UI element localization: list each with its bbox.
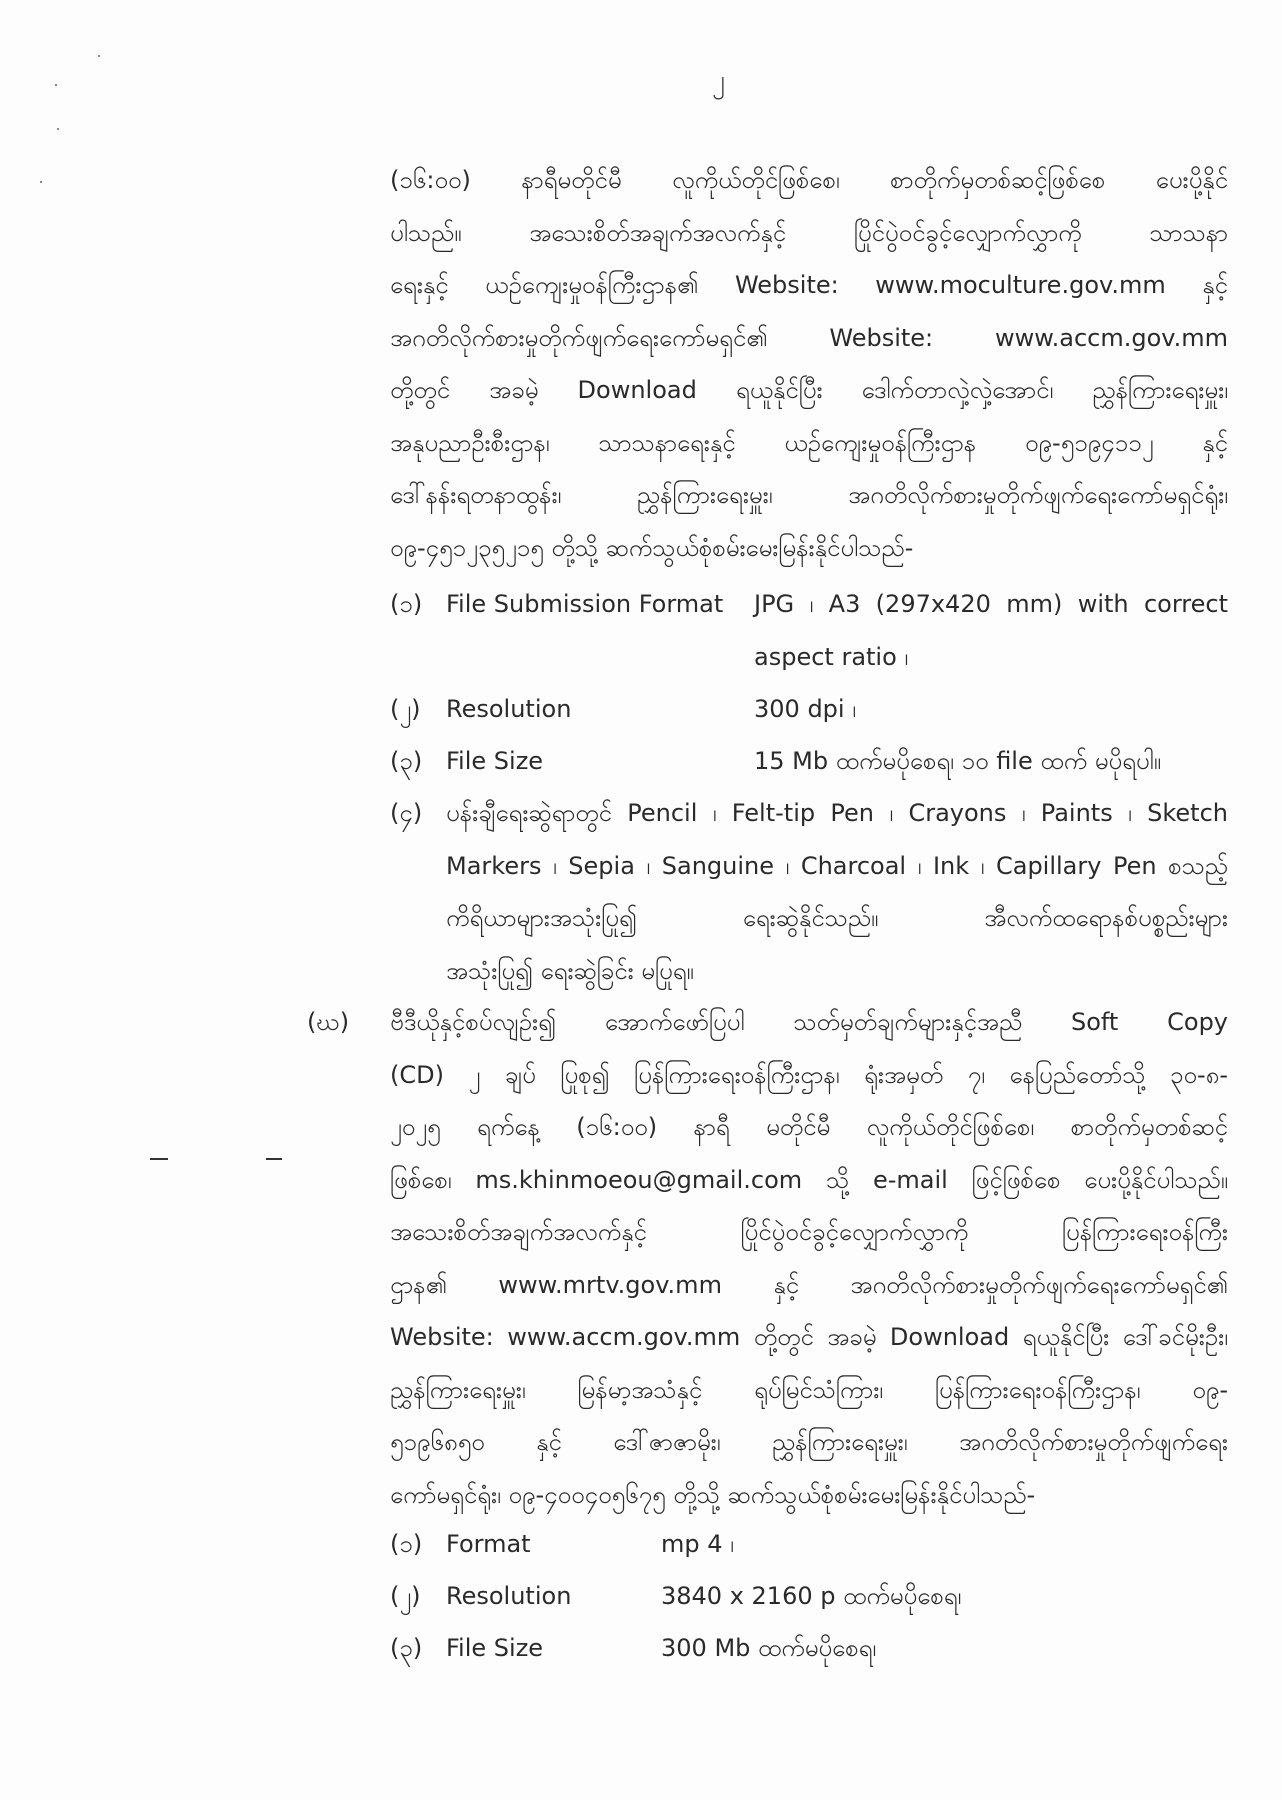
list-label: Resolution [446,695,572,723]
list-value: JPG ၊ A3 (297x420 mm) with correct [754,590,1228,618]
list-item-resolution [390,683,1228,736]
text-line: ၀၉-၄၅၁၂၃၅၂၁၅ တို့သို့ ဆက်သွယ်စုံစမ်းမေးမြန်းနိုင်ပါသည်- [390,533,914,562]
text-line: ဌာန၏ www.mrtv.gov.mm နှင့် အဂတိလိုက်စားမှုတိုက်ဖျက်ရေးကော်မရှင်၏ [390,1270,1228,1299]
section-marker: (ဃ) [307,1008,350,1036]
text-line: (CD) ၂ ချပ် ပြုစု၍ ပြန်ကြားရေးဝန်ကြီးဌာန၊ ရုံးအမှတ် ၇၊ နေပြည်တော်သို့ ၃၀-၈- [390,1060,1228,1089]
list-value: aspect ratio ၊ [754,642,909,671]
list-value: 300 Mb ထက်မပိုစေရ၊ [661,1634,877,1662]
text-line: ပါသည်။ အသေးစိတ်အချက်အလက်နှင့် ပြိုင်ပွဲဝင်ခွင့်လျှောက်လွှာကို သာသနာ [390,218,1228,247]
text-line: ကော်မရှင်ရုံး၊ ၀၉-၄၀၀၄၀၅၆၇၅ တို့သို့ ဆက်သွယ်စုံစမ်းမေးမြန်းနိုင်ပါသည်- [390,1480,1036,1509]
list-label: Format [446,1530,531,1558]
list-number: (၄) [390,799,423,827]
list-number: (၃) [390,747,423,775]
text-line: အနုပညာဦးစီးဌာန၊ သာသနာရေးနှင့် ယဉ်ကျေးမှုဝန်ကြီးဌာန ၀၉-၅၁၉၄၁၁၂ နှင့် [390,428,1228,457]
list-number: (၂) [390,695,421,723]
text-line: ပန်းချီရေးဆွဲရာတွင် Pencil ၊ Felt-tip Pen ၊ Crayons ၊ Paints ၊ Sketch [446,799,1228,827]
text-line: ဒေါ်နန်းရတနာထွန်း၊ ညွှန်ကြားရေးမှူး၊ အဂတိလိုက်စားမှုတိုက်ဖျက်ရေးကော်မရှင်ရုံး၊ [390,481,1228,509]
scan-dot [40,181,42,183]
list-number: (၁) [390,1530,423,1558]
list-value: 300 dpi ၊ [754,695,856,723]
list-value: mp 4 ၊ [661,1530,734,1558]
scan-dot [98,55,100,57]
list-value: 3840 x 2160 p ထက်မပိုစေရ၊ [661,1582,962,1610]
text-line: အဂတိလိုက်စားမှုတိုက်ဖျက်ရေးကော်မရှင်၏ Website: www.accm.gov.mm [390,323,1228,352]
list-number: (၃) [390,1634,423,1662]
list-label: File Size [446,1634,544,1662]
text-line: တို့တွင် အခမဲ့ Download ရယူနိုင်ပြီး ဒေါက်တာလှဲ့လှဲ့အောင်၊ ညွှန်ကြားရေးမှူး၊ [390,376,1228,404]
list-item-file-format [390,578,1228,683]
list-number: (၂) [390,1582,421,1610]
scan-mark [266,1158,282,1160]
text-line: Markers ၊ Sepia ၊ Sanguine ၊ Charcoal ၊ Ink ၊ Capillary Pen စသည့် [446,851,1228,880]
list-label: File Submission Format [446,590,724,618]
text-line: အသုံးပြု၍ ရေးဆွဲခြင်း မပြုရ။ [446,956,694,985]
list-label: Resolution [446,1582,572,1610]
text-line: ၅၁၉၆၈၅၀ နှင့် ဒေါ်ဇာဇာမိုး၊ ညွှန်ကြားရေးမှူး၊ အဂတိလိုက်စားမှုတိုက်ဖျက်ရေး [390,1428,1228,1456]
list-label: File Size [446,747,544,775]
text-line: ၂၀၂၅ ရက်နေ့ (၁၆:၀၀) နာရီ မတိုင်မီ လူကိုယ်တိုင်ဖြစ်စေ၊ စာတိုက်မှတစ်ဆင့် [390,1113,1228,1141]
text-line: ဗီဒီယိုနှင့်စပ်လျဉ်း၍ အောက်ဖော်ပြပါ သတ်မှတ်ချက်များနှင့်အညီ Soft Copy [390,1008,1228,1036]
list-number: (၁) [390,590,423,618]
list-item-drawing-tools [390,787,1228,997]
text-line: (၁၆:၀၀) နာရီမတိုင်မီ လူကိုယ်တိုင်ဖြစ်စေ၊ စာတိုက်မှတစ်ဆင့်ဖြစ်စေ ပေးပို့နိုင် [390,166,1228,194]
page-number: ၂ [712,65,725,95]
text-line: Website: www.accm.gov.mm တို့တွင် အခမဲ့ Download ရယူနိုင်ပြီး ဒေါ်ခင်မိုးဦး၊ [390,1323,1228,1351]
list-item-video-file-size [390,1622,1228,1675]
text-line: ဖြစ်စေ၊ ms.khinmoeou@gmail.com သို့ e-mail ဖြင့်ဖြစ်စေ ပေးပို့နိုင်ပါသည်။ [390,1165,1228,1194]
list-item-video-resolution [390,1570,1228,1623]
paragraph-submission-info [390,154,1228,574]
scan-dot [57,128,59,130]
scan-dot [55,84,57,86]
scan-mark [150,1158,168,1160]
list-value: 15 Mb ထက်မပိုစေရ၊ ၁၀ file ထက် မပိုရပါ။ [754,747,1161,775]
paragraph-video-submission [390,996,1228,1521]
list-item-video-format [390,1518,1228,1571]
list-item-file-size [390,735,1228,788]
text-line: ကိရိယာများအသုံးပြု၍ ရေးဆွဲနိုင်သည်။ အီလက်ထရောနစ်ပစ္စည်းများ [446,904,1228,932]
text-line: ရေးနှင့် ယဉ်ကျေးမှုဝန်ကြီးဌာန၏ Website: www.moculture.gov.mm နှင့် [390,271,1228,299]
text-line: ညွှန်ကြားရေးမှူး၊ မြန်မာ့အသံနှင့် ရုပ်မြင်သံကြား၊ ပြန်ကြားရေးဝန်ကြီးဌာန၊ ၀၉- [390,1375,1228,1404]
text-line: အသေးစိတ်အချက်အလက်နှင့် ပြိုင်ပွဲဝင်ခွင့်လျှောက်လွှာကို ပြန်ကြားရေးဝန်ကြီး [390,1218,1228,1246]
